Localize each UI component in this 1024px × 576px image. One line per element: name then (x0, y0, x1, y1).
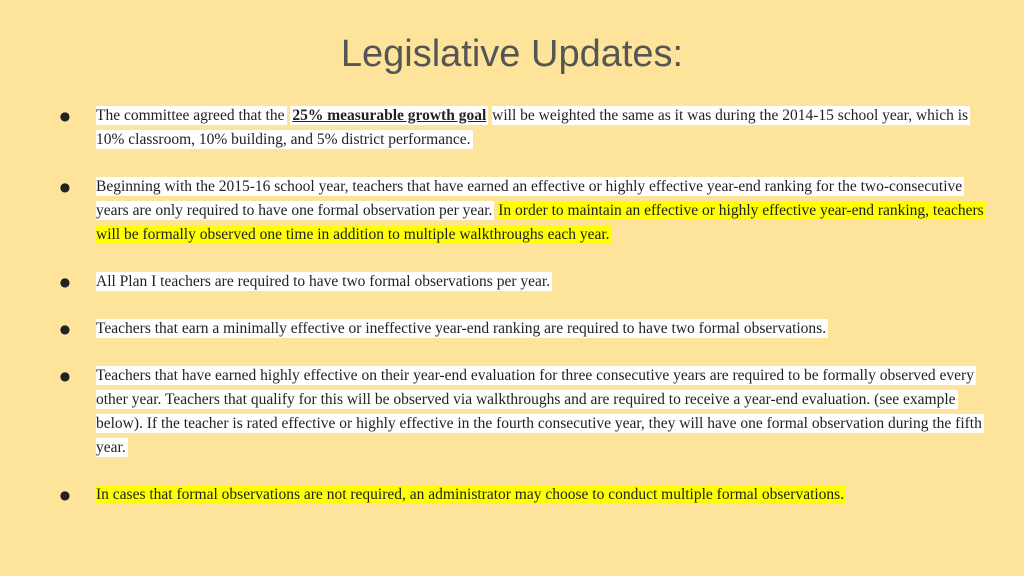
bullet-text: Beginning with the 2015-16 school year, teachers that have earned an effective or highly effective year-end ranking for the two-consecutive years are only required to have one formal observation per year. (96, 178, 963, 219)
growth-goal-emphasis: 25% measurable growth goal (292, 107, 487, 124)
bullet-dot-icon: ● (59, 322, 71, 336)
bullet-text: will be weighted the same as it was during the 2014-15 school year, which is 10% classroom, 10% building, and 5% district performance. (96, 107, 969, 148)
highlighted-text: In cases that formal observations are not required, an administrator may choose to conduct multiple formal observations. (96, 486, 845, 503)
highlighted-text: In order to maintain an effective or highly effective year-end ranking, teachers will be formally observed one time in addition to multiple walkthroughs each year. (96, 202, 984, 243)
bullet-text: Teachers that earn a minimally effective or ineffective year-end ranking are required to have two formal observations. (96, 320, 827, 337)
bullet-list (58, 104, 988, 530)
bullet-dot-icon: ● (59, 180, 71, 194)
bullet-highly-effective (58, 364, 988, 460)
bullet-growth-goal (58, 104, 988, 152)
bullet-dot-icon: ● (59, 275, 71, 289)
bullet-text: All Plan I teachers are required to have two formal observations per year. (96, 273, 551, 290)
bullet-not-required (58, 483, 988, 507)
bullet-minimally-effective (58, 317, 988, 341)
bullet-text: The committee agreed that the (96, 107, 285, 124)
bullet-plan-i (58, 270, 988, 294)
bullet-text: Teachers that have earned highly effective on their year-end evaluation for three consecutive years are required to be formally observed every other year. Teachers that qualify for this will be observed via walkthroughs and are required to receive a year-end evaluation. (see example below). If the teacher is rated effective or highly effective in the fourth consecutive year, they will have one formal observation during the fifth year. (96, 367, 982, 456)
bullet-effective-ranking (58, 175, 988, 247)
slide-title: Legislative Updates: (340, 33, 684, 75)
bullet-dot-icon: ● (59, 109, 71, 123)
bullet-dot-icon: ● (59, 488, 71, 502)
bullet-dot-icon: ● (59, 369, 71, 383)
